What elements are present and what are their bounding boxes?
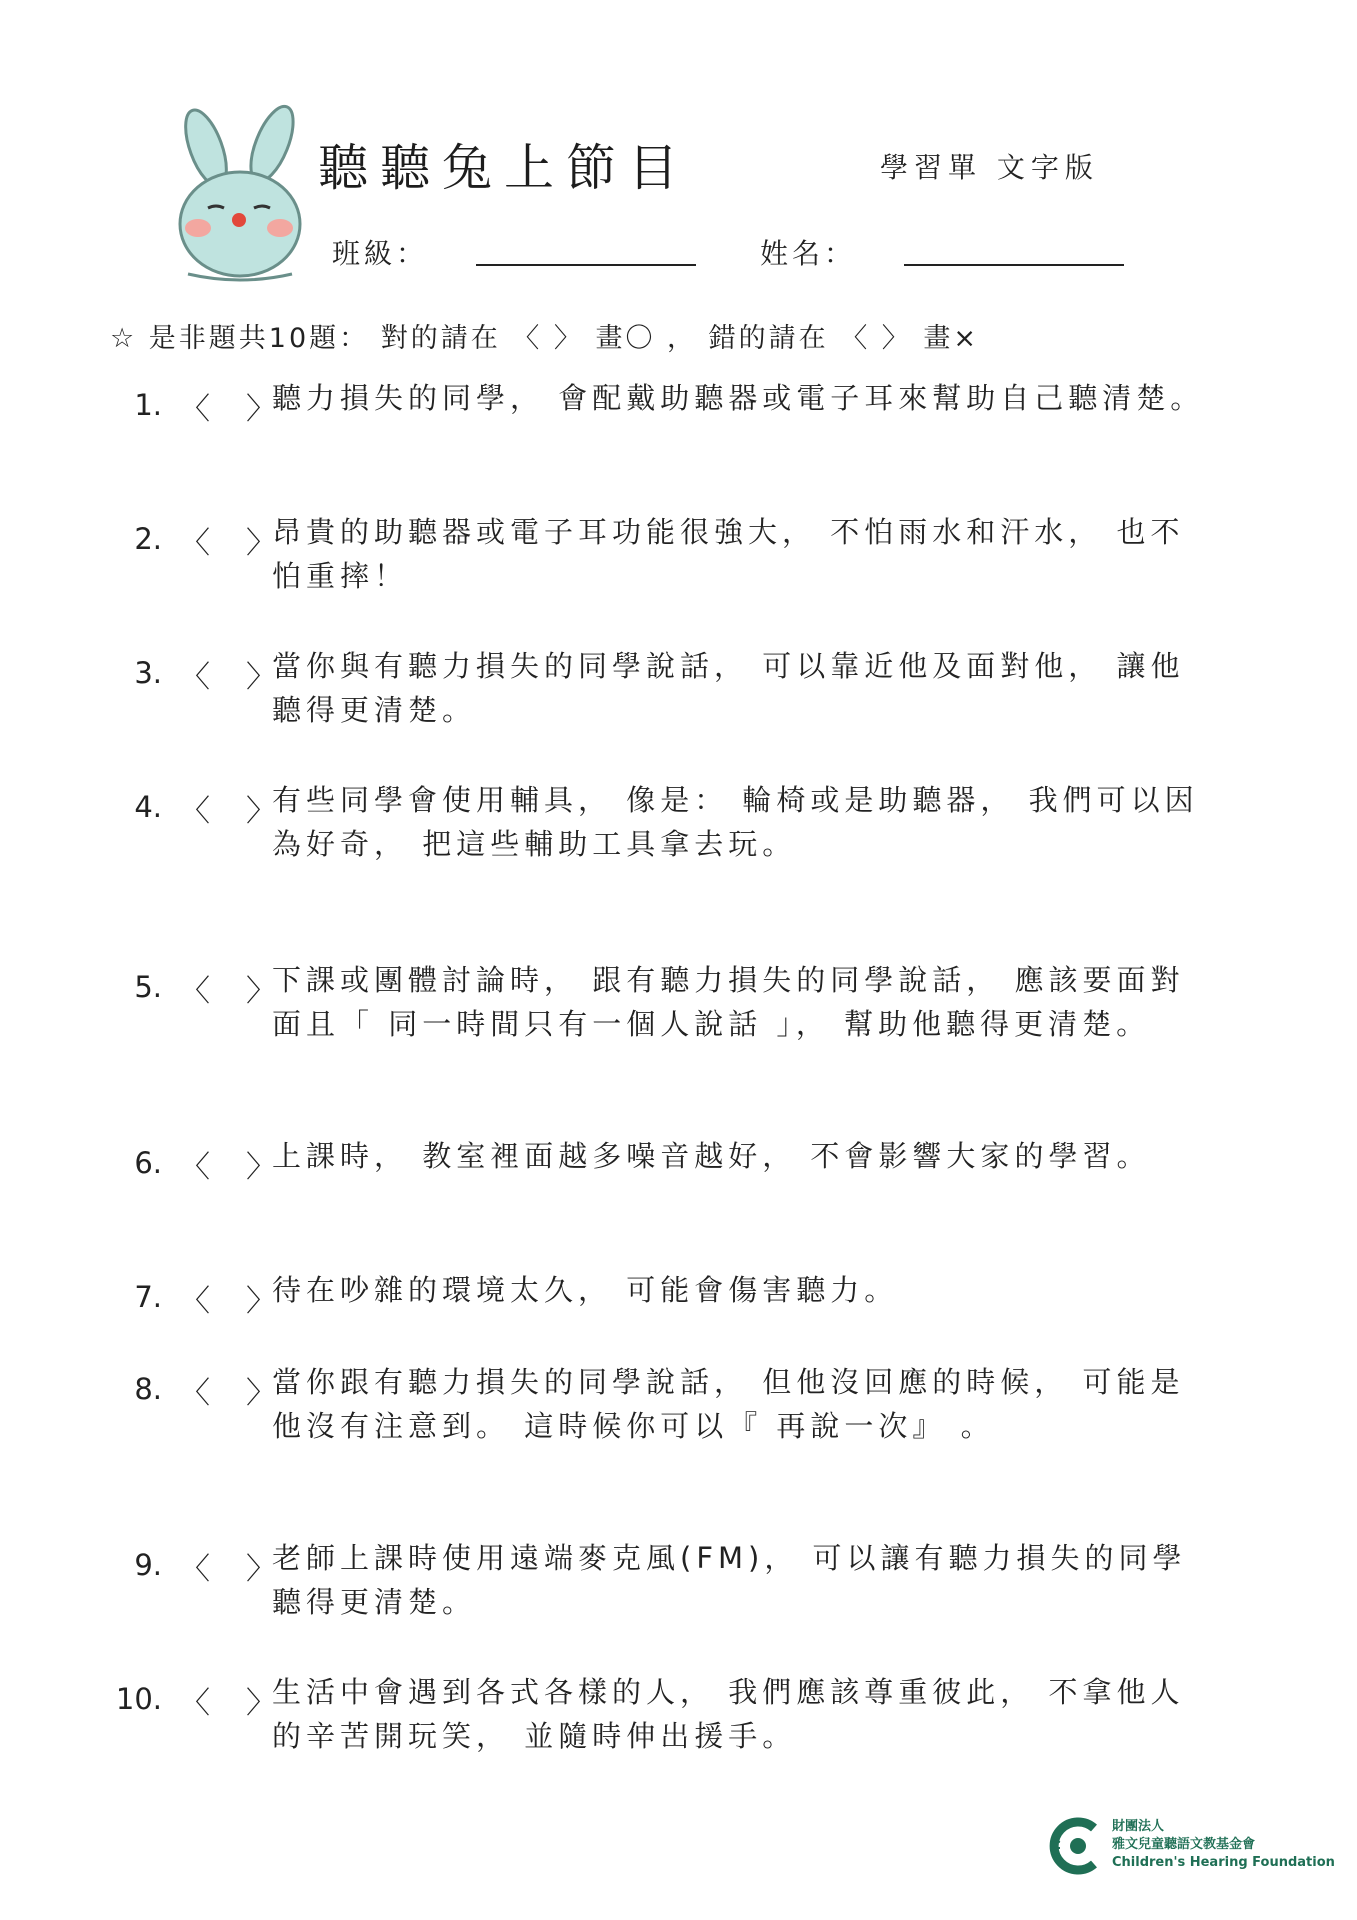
org-line1: 財團法人 — [1112, 1819, 1165, 1834]
question-text: 昂貴的助聽器或電子耳功能很強大， 不怕雨水和汗水， 也不怕重摔！ — [272, 515, 1185, 593]
answer-bracket[interactable]: 〈〉 — [180, 1686, 312, 1721]
class-label: 班級： — [332, 237, 429, 270]
rabbit-mascot-icon — [168, 104, 318, 286]
question-number: 2. — [134, 522, 162, 556]
question-text: 聽力損失的同學， 會配戴助聽器或電子耳來幫助自己聽清楚。 — [272, 381, 1205, 415]
answer-bracket[interactable]: 〈〉 — [180, 1150, 312, 1185]
question-text: 下課或團體討論時， 跟有聽力損失的同學說話， 應該要面對面且「 同一時間只有一個人說話 」， 幫助他聽得更清楚。 — [272, 963, 1185, 1041]
question-number: 8. — [134, 1372, 162, 1406]
instructions: ☆ 是非題共10題： 對的請在 〈 〉 畫〇 ， 錯的請在 〈 〉 畫× — [110, 323, 980, 354]
answer-bracket[interactable]: 〈〉 — [180, 1284, 312, 1319]
question-number: 7. — [134, 1280, 162, 1314]
question-text: 待在吵雜的環境太久， 可能會傷害聽力。 — [272, 1273, 899, 1307]
foundation-logo — [1048, 1816, 1335, 1876]
question-text: 當你跟有聽力損失的同學說話， 但他沒回應的時候， 可能是他沒有注意到。 這時候你可以『 再說一次』 。 — [272, 1365, 1185, 1443]
class-field[interactable] — [476, 264, 696, 266]
answer-bracket[interactable]: 〈〉 — [180, 1376, 312, 1411]
question-text: 上課時， 教室裡面越多噪音越好， 不會影響大家的學習。 — [272, 1139, 1151, 1173]
org-line2: 雅文兒童聽語文教基金會 — [1112, 1837, 1256, 1852]
question-text: 生活中會遇到各式各樣的人， 我們應該尊重彼此， 不拿他人的辛苦開玩笑， 並隨時伸出援手。 — [272, 1675, 1185, 1753]
name-label: 姓名： — [760, 237, 857, 270]
foundation-logo-icon — [1048, 1816, 1106, 1876]
answer-bracket[interactable]: 〈〉 — [180, 526, 312, 561]
question-text: 老師上課時使用遠端麥克風(FM)， 可以讓有聽力損失的同學聽得更清楚。 — [272, 1541, 1187, 1619]
foundation-name — [1112, 1818, 1335, 1872]
name-field[interactable] — [904, 264, 1124, 266]
page-title: 聽聽兔上節目 — [318, 139, 690, 197]
org-line3: Children's Hearing Foundation — [1112, 1855, 1335, 1870]
answer-bracket[interactable]: 〈〉 — [180, 392, 312, 427]
question-text: 當你與有聽力損失的同學說話， 可以靠近他及面對他， 讓他聽得更清楚。 — [272, 649, 1185, 727]
question-number: 5. — [134, 970, 162, 1004]
page-subtitle: 學習單 文字版 — [880, 151, 1099, 184]
answer-bracket[interactable]: 〈〉 — [180, 794, 312, 829]
question-number: 3. — [134, 656, 162, 690]
question-number: 10. — [115, 1682, 162, 1716]
question-number: 6. — [134, 1146, 162, 1180]
answer-bracket[interactable]: 〈〉 — [180, 974, 312, 1009]
question-text: 有些同學會使用輔具， 像是： 輪椅或是助聽器， 我們可以因為好奇， 把這些輔助工具拿去玩。 — [272, 783, 1199, 861]
answer-bracket[interactable]: 〈〉 — [180, 1552, 312, 1587]
question-number: 1. — [134, 388, 162, 422]
question-number: 4. — [134, 790, 162, 824]
answer-bracket[interactable]: 〈〉 — [180, 660, 312, 695]
question-number: 9. — [134, 1548, 162, 1582]
